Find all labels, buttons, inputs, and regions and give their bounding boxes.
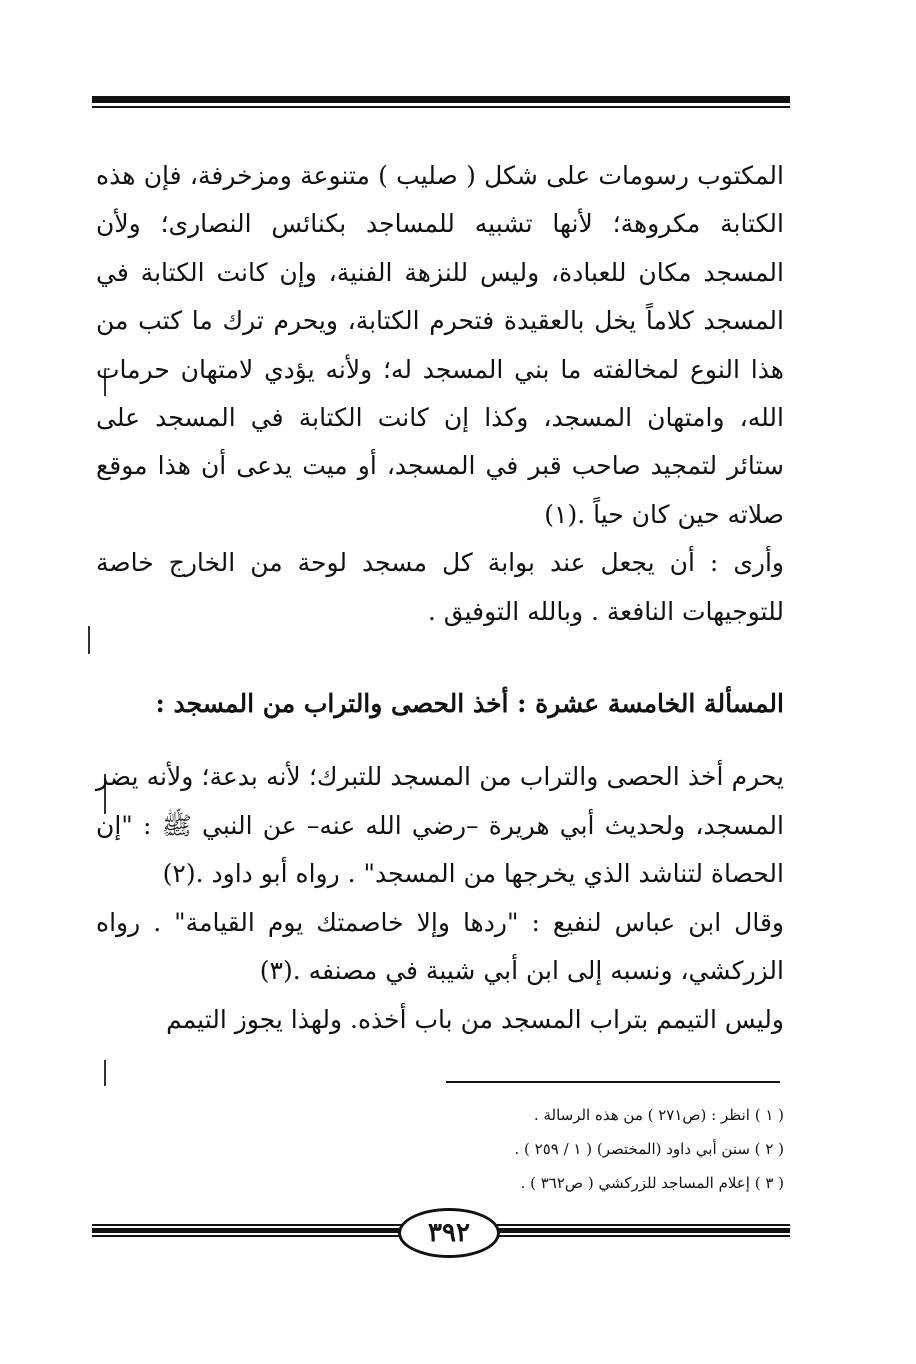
footnote: ( ٢ ) سنن أبي داود (المختصر) ( ١ / ٢٥٩ ) . [514,1140,784,1158]
page-body [96,152,784,1044]
margin-mark [88,626,90,654]
header-thick-line [92,96,790,103]
body-paragraph: وقال ابن عباس لنفيع : "ردها وإلا خاصمتك يوم القيامة" . رواه الزركشي، ونسبه إلى ابن أبي شيبة في مصنفه .(٣) [96,907,784,986]
body-paragraph: يحرم أخذ الحصى والتراب من المسجد للتبرك؛ لأنه بدعة؛ ولأنه يضر المسجد، ولحديث أبي هريرة –رضي الله عنه– عن النبي ﷺ : "إن الحصاة لتناشد الذي يخرجها من المسجد" . رواه أبو داود .(٢) [96,762,784,889]
body-paragraph: وليس التيمم بتراب المسجد من باب أخذه. ولهذا يجوز التيمم [166,1004,784,1034]
body-paragraph: وأرى : أن يجعل عند بوابة كل مسجد لوحة من الخارج خاصة للتوجيهات النافعة . وبالله التوفيق . [96,548,784,626]
footnote: ( ٣ ) إعلام المساجد للزركشي ( ص٣٦٢ ) . [520,1174,784,1192]
section-heading: المسألة الخامسة عشرة : أخذ الحصى والتراب من المسجد : [155,689,784,719]
body-paragraph: المكتوب رسومات على شكل ( صليب ) متنوعة ومزخرفة، فإن هذه الكتابة مكروهة؛ لأنها تشبيه للمساجد بكنائس النصارى؛ ولأن المسجد مكان للعبادة، وليس للنزهة الفنية، وإن كانت الكتابة في المسجد كلاماً يخل بالعقيدة فتحرم الكتابة، ويحرم ترك ما كتب من هذا النوع لمخالفته ما بني المسجد له؛ ولأنه يؤدي لامتهان حرمات الله، وامتهان المسجد، وكذا إن كانت الكتابة في المسجد على ستائر لتمجيد صاحب قبر في المسجد، أو ميت يدعى أن هذا موقع صلاته حين كان حياً .(١) [96,161,784,529]
header-thin-line [92,106,790,108]
margin-mark [104,1060,106,1086]
header-double-rule [92,96,790,110]
page-number: ٣٩٢ [398,1208,500,1258]
footnote: ( ١ ) انظر : (ص٢٧١ ) من هذه الرسالة . [533,1106,784,1124]
footnotes [300,1098,784,1200]
footnote-separator [446,1081,780,1083]
